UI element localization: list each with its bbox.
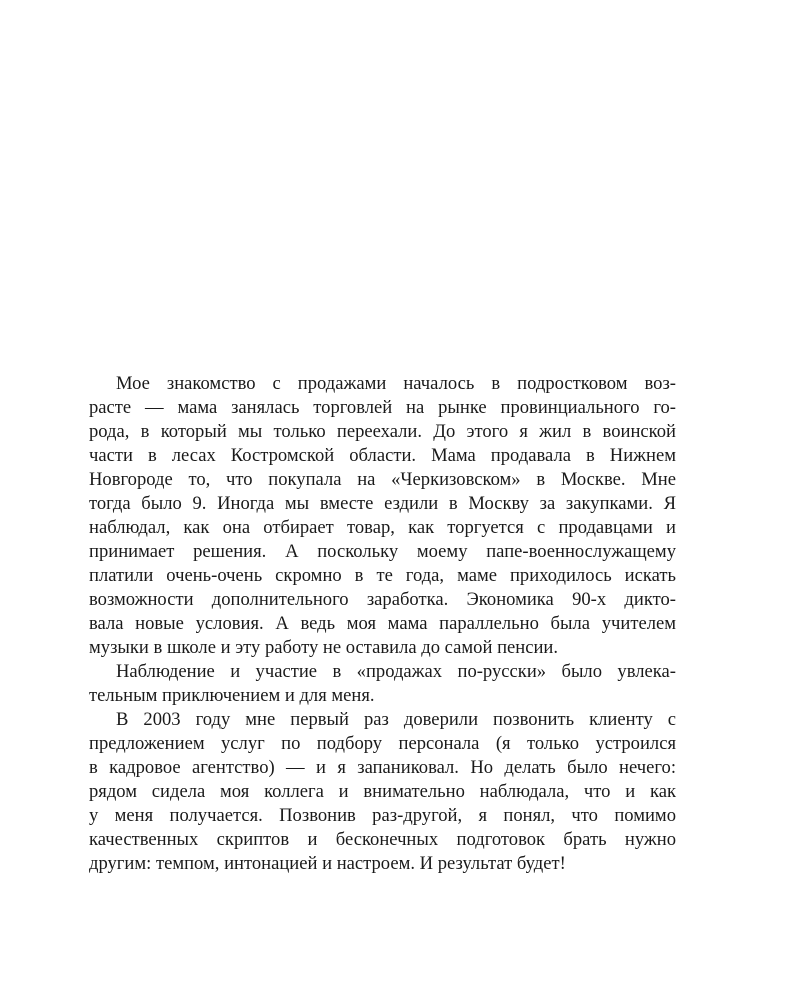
text-line: платили очень-очень скромно в те года, маме приходилось искать xyxy=(89,565,676,586)
text-line: вала новые условия. А ведь моя мама параллельно была учителем xyxy=(89,613,676,634)
paragraph-3 xyxy=(89,708,676,876)
text-line: возможности дополнительного заработка. Экономика 90-х дикто- xyxy=(89,589,676,610)
text-line: тогда было 9. Иногда мы вместе ездили в Москву за закупками. Я xyxy=(89,493,676,514)
body-text xyxy=(89,372,676,876)
text-line: музыки в школе и эту работу не оставила до самой пенсии. xyxy=(89,637,559,658)
text-line: предложением услуг по подбору персонала (я только устроился xyxy=(89,733,676,754)
text-line: расте — мама занялась торговлей на рынке провинциального го- xyxy=(89,397,676,418)
text-line: наблюдал, как она отбирает товар, как торгуется с продавцами и xyxy=(89,517,676,538)
text-line: принимает решения. А поскольку моему папе-военнослужащему xyxy=(89,541,676,562)
text-line: Новгороде то, что покупала на «Черкизовском» в Москве. Мне xyxy=(89,469,676,490)
text-line: Мое знакомство с продажами началось в подростковом воз- xyxy=(116,373,676,394)
paragraph-2 xyxy=(89,660,676,708)
text-line: качественных скриптов и бесконечных подготовок брать нужно xyxy=(89,829,676,850)
text-line: рядом сидела моя коллега и внимательно наблюдала, что и как xyxy=(89,781,676,802)
text-line: у меня получается. Позвонив раз-другой, я понял, что помимо xyxy=(89,805,676,826)
text-line: тельным приключением и для меня. xyxy=(89,685,375,706)
text-line: Наблюдение и участие в «продажах по-русски» было увлека- xyxy=(116,661,676,682)
text-line: В 2003 году мне первый раз доверили позвонить клиенту с xyxy=(116,709,676,730)
text-line: части в лесах Костромской области. Мама продавала в Нижнем xyxy=(89,445,676,466)
paragraph-1 xyxy=(89,372,676,660)
text-line: другим: темпом, интонацией и настроем. И результат будет! xyxy=(89,853,566,874)
text-line: в кадровое агентство) — и я запаниковал. Но делать было нечего: xyxy=(89,757,676,778)
text-line: рода, в который мы только переехали. До этого я жил в воинской xyxy=(89,421,676,442)
